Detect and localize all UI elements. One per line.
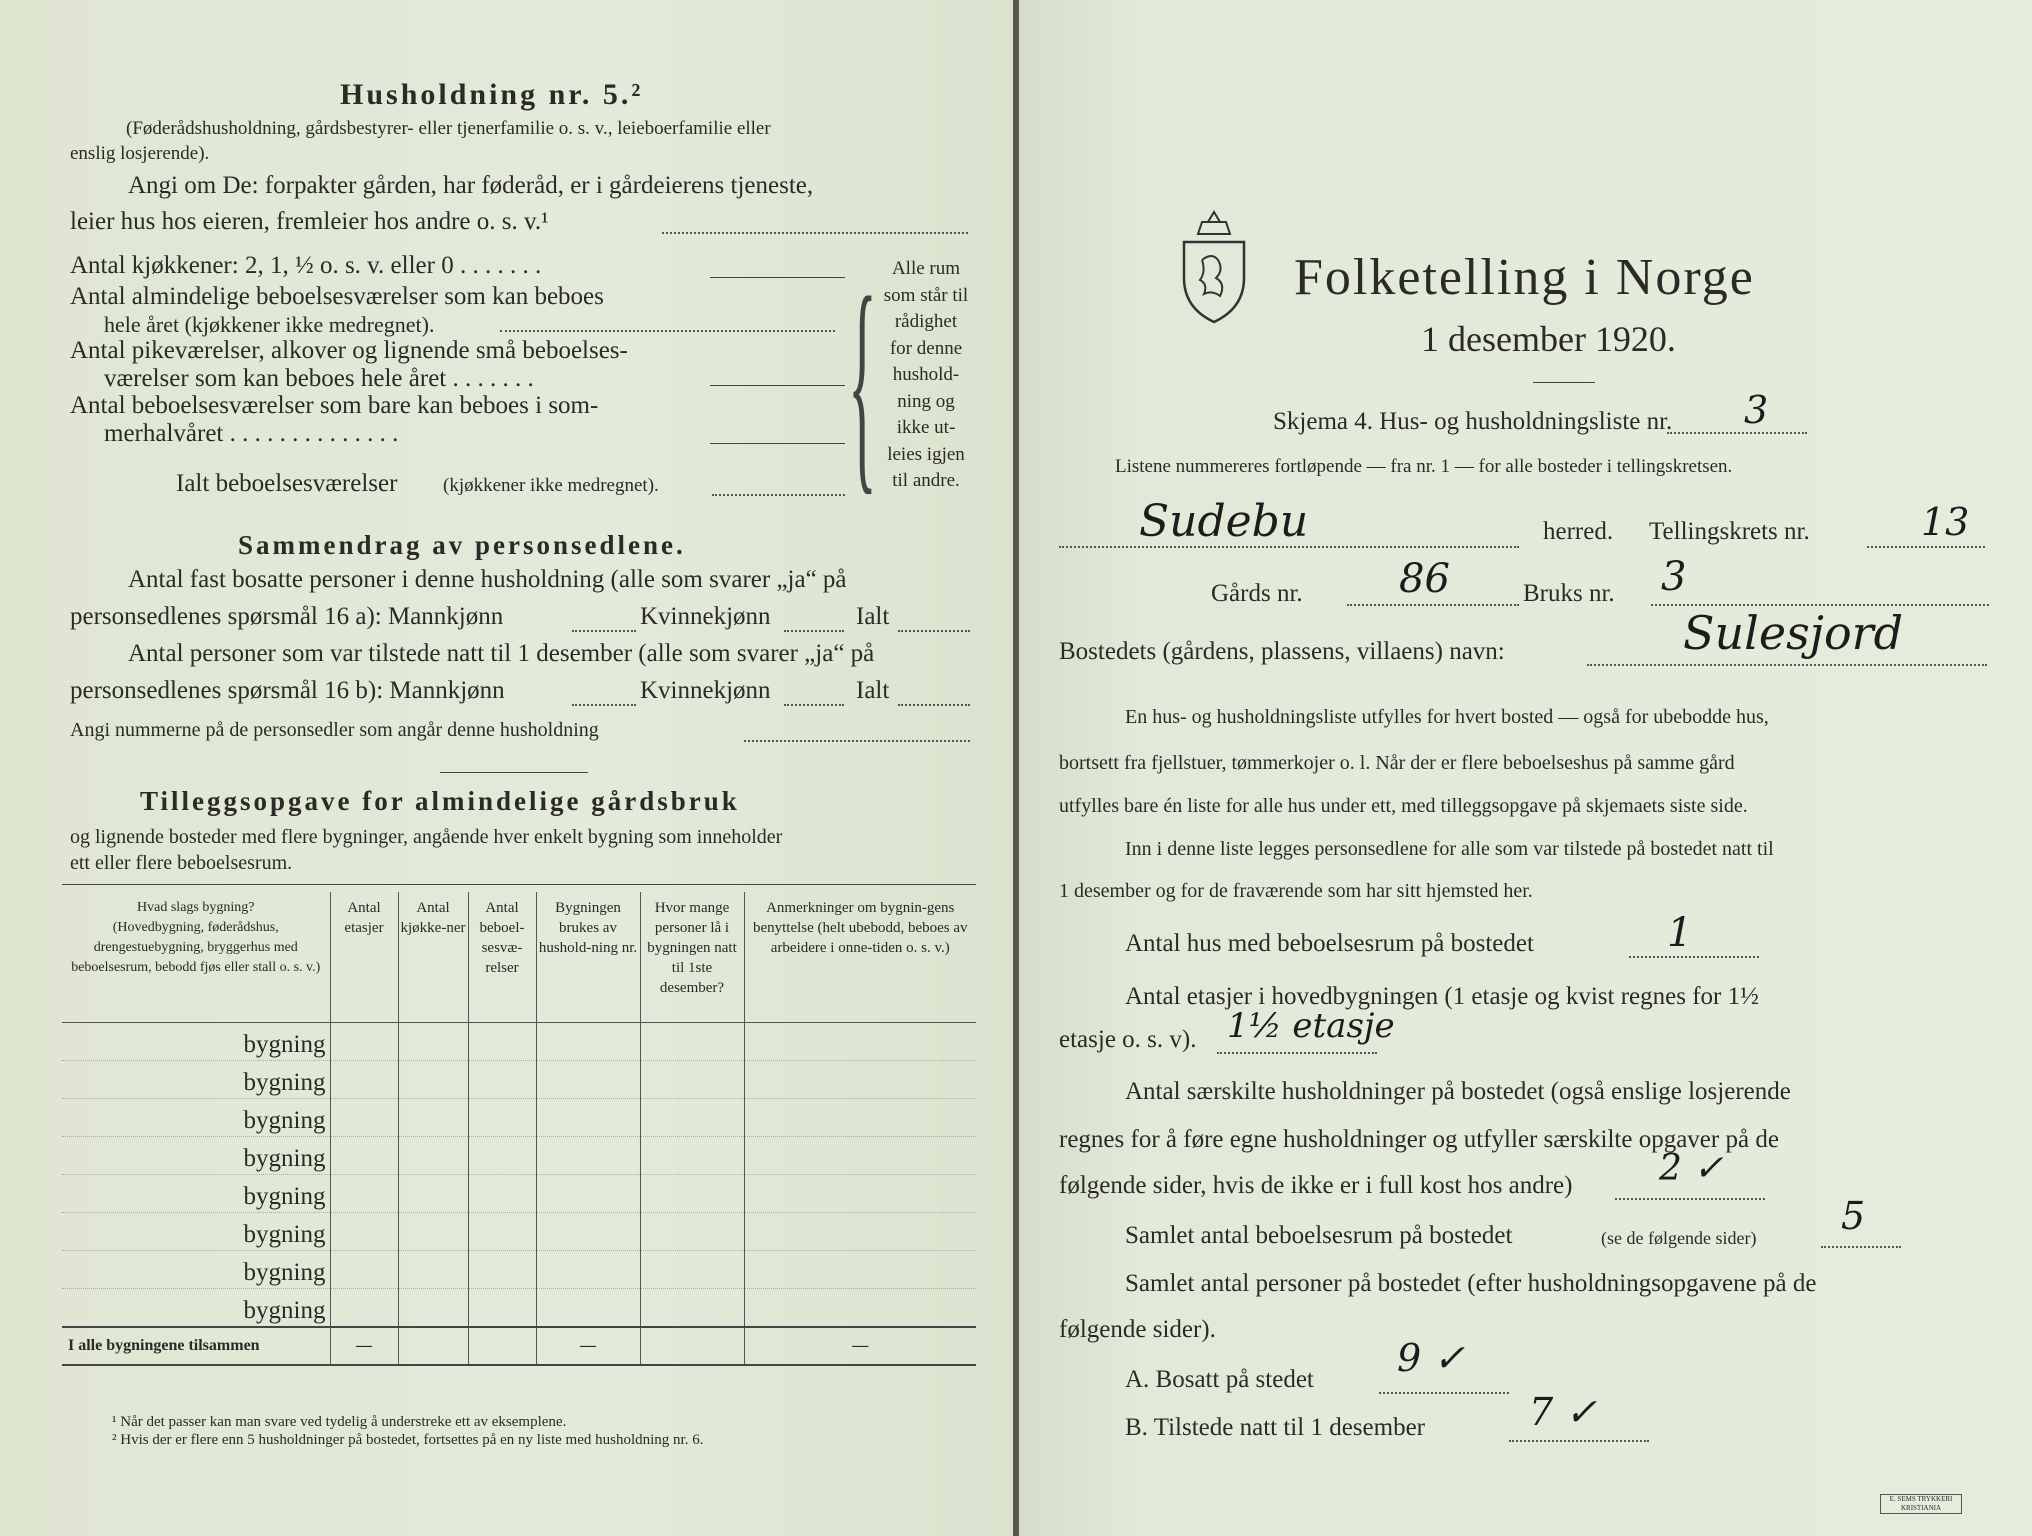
side-note-line: som står til <box>883 284 969 306</box>
a-label: A. Bosatt på stedet <box>1125 1366 1314 1393</box>
table-cell <box>640 1251 744 1289</box>
building-row-label: bygning <box>62 1099 330 1137</box>
right-page <box>1019 0 2032 1536</box>
building-row-label: bygning <box>62 1137 330 1175</box>
bosted-line <box>1587 664 1987 666</box>
col-building-type <box>62 892 330 1023</box>
table-cell <box>744 1175 976 1213</box>
summary-title: Sammendrag av personsedlene. <box>238 530 686 560</box>
buildings-table-body <box>62 1023 976 1328</box>
table-cell <box>744 1251 976 1289</box>
q-etasjer-value: 1½ etasje <box>1227 1006 1395 1046</box>
herred-value: Sudebu <box>1139 496 1309 547</box>
tillegg-text-2: ett eller flere beboelsesrum. <box>70 852 293 874</box>
herred-line <box>1059 546 1519 548</box>
intro-line-1: (Føderådshusholdning, gårdsbestyrer- eller tjenerfamilie o. s. v., leieboerfamilie eller <box>126 118 771 139</box>
table-cell <box>640 1289 744 1328</box>
instructions-1: En hus- og husholdningsliste utfylles for hvert bosted — også for ubebodde hus, <box>1125 706 1769 728</box>
present-male-line <box>572 704 636 706</box>
table-cell <box>536 1023 640 1061</box>
building-row-label: bygning <box>62 1061 330 1099</box>
table-cell <box>398 1023 468 1061</box>
table-cell <box>744 1023 976 1061</box>
ialt-note: (kjøkkener ikke medregnet). <box>443 475 659 496</box>
summary-total-line <box>898 630 970 632</box>
table-cell <box>744 1213 976 1251</box>
table-cell <box>468 1289 536 1328</box>
table-cell <box>640 1175 744 1213</box>
b-value: 7 ✓ <box>1529 1390 1598 1434</box>
table-cell <box>640 1213 744 1251</box>
angi-nummer: Angi nummerne på de personsedler som angår denne husholdning <box>70 719 599 741</box>
table-cell <box>330 1213 398 1251</box>
instructions-5: 1 desember og for de fraværende som har sitt hjemsted her. <box>1059 880 1533 902</box>
col-floors <box>330 892 398 1023</box>
total-rooms <box>468 1327 536 1365</box>
gards-label: Gårds nr. <box>1211 580 1303 607</box>
side-note-line: hushold- <box>892 364 960 385</box>
total-household: — <box>536 1327 640 1365</box>
table-cell <box>468 1023 536 1061</box>
instructions-4: Inn i denne liste legges personsedlene for alle som var tilstede på bostedet natt til <box>1125 838 1774 860</box>
table-row <box>62 1289 976 1328</box>
table-cell <box>744 1099 976 1137</box>
table-row <box>62 1175 976 1213</box>
brace-icon: { <box>848 250 877 514</box>
building-row-label: bygning <box>62 1251 330 1289</box>
q-hush-line <box>1615 1198 1765 1200</box>
building-row-label: bygning <box>62 1023 330 1061</box>
bruks-value: 3 <box>1661 554 1687 600</box>
table-row <box>62 1099 976 1137</box>
ialt-label: Ialt beboelsesværelser <box>176 470 398 497</box>
angi-answer-line <box>662 232 968 234</box>
b-label: B. Tilstede natt til 1 desember <box>1125 1414 1425 1441</box>
col-rooms <box>468 892 536 1023</box>
section-divider <box>440 772 588 773</box>
rooms-line-3: hele året (kjøkkener ikke medregnet). <box>104 312 435 337</box>
building-row-label: bygning <box>62 1213 330 1251</box>
b-line <box>1509 1440 1649 1442</box>
side-note-line: leies igjen <box>887 443 965 465</box>
q-hush-2: regnes for å føre egne husholdninger og utfyller særskilte opgaver på de <box>1059 1126 1779 1153</box>
herred-label: herred. <box>1543 518 1614 545</box>
total-remarks: — <box>744 1327 976 1365</box>
total-kitchens <box>398 1327 468 1365</box>
table-row <box>62 1213 976 1251</box>
household-title: Husholdning nr. 5.² <box>340 78 644 111</box>
side-note-line: til andre. <box>892 470 960 491</box>
table-cell <box>468 1061 536 1099</box>
summary-male-line <box>572 630 636 632</box>
q-etasjer-2: etasje o. s. v). <box>1059 1026 1197 1053</box>
q-hush-value: 2 ✓ <box>1659 1148 1724 1189</box>
table-cell <box>536 1175 640 1213</box>
col-remarks-label: Anmerkninger om bygnin-gens benyttelse (helt ubebodd, beboes av arbeidere i onne-tiden o. s. v.) <box>752 900 968 956</box>
table-total-row <box>62 1327 976 1365</box>
table-cell <box>744 1289 976 1328</box>
tellingskrets-value: 13 <box>1921 500 1970 544</box>
tellingskrets-line <box>1867 546 1985 548</box>
col-persons-label: Hvor mange personer lå i bygningen natt til 1ste desember? <box>647 900 737 996</box>
q-etasjer-line <box>1217 1052 1377 1054</box>
q-rum-value: 5 <box>1841 1194 1866 1238</box>
census-date: 1 desember 1920. <box>1421 319 1676 359</box>
total-persons <box>640 1327 744 1365</box>
summary-line-1: Antal fast bosatte personer i denne husholdning (alle som svarer „ja“ på <box>128 566 847 593</box>
col-remarks <box>744 892 976 1023</box>
bruks-label: Bruks nr. <box>1523 580 1615 607</box>
table-row <box>62 1251 976 1289</box>
left-page <box>0 0 1015 1536</box>
side-note-line: Alle rum <box>891 258 961 279</box>
q-hus-line <box>1629 956 1759 958</box>
q-rum-label: Samlet antal beboelsesrum på bostedet <box>1125 1222 1513 1249</box>
present-total-line <box>898 704 970 706</box>
q-hus-value: 1 <box>1667 910 1693 956</box>
instructions-2: bortsett fra fjellstuer, tømmerkojer o. l. Når der er flere beboelseshus på samme gård <box>1059 752 1735 774</box>
rooms-line-6: Antal beboelsesværelser som bare kan beboes i som- <box>70 392 599 419</box>
present-female-label: Kvinnekjønn <box>640 677 771 704</box>
table-row <box>62 1061 976 1099</box>
angi-nummer-line <box>744 740 970 742</box>
q-rum-line <box>1821 1246 1901 1248</box>
table-cell <box>468 1175 536 1213</box>
col-floors-label: Antal etasjer <box>344 900 384 936</box>
angi-line-1: Angi om De: forpakter gården, har føderåd, er i gårdeierens tjeneste, <box>128 172 814 199</box>
side-note-line: ikke ut- <box>896 417 956 438</box>
tillegg-text-1: og lignende bosteder med flere bygninger, angående hver enkelt bygning som inneholder <box>70 826 783 848</box>
total-floors: — <box>330 1327 398 1365</box>
table-top-rule <box>62 884 976 885</box>
skjema-value: 3 <box>1744 388 1769 432</box>
tillegg-title: Tilleggsopgave for almindelige gårdsbruk <box>140 786 740 816</box>
tellingskrets-label: Tellingskrets nr. <box>1649 518 1810 545</box>
table-cell <box>640 1137 744 1175</box>
rooms-line-4: Antal pikeværelser, alkover og lignende små beboelses- <box>70 337 628 364</box>
summary-total-label: Ialt <box>856 603 890 630</box>
rooms-dots-1 <box>500 330 835 332</box>
summary-line-3: Antal personer som var tilstede natt til 1 desember (alle som svarer „ja“ på <box>128 640 875 667</box>
side-note-line: rådighet <box>894 311 958 332</box>
q-hush-3: følgende sider, hvis de ikke er i full kost hos andre) <box>1059 1172 1573 1199</box>
col-household <box>536 892 640 1023</box>
total-label: I alle bygningene tilsammen <box>62 1327 330 1365</box>
table-cell <box>536 1251 640 1289</box>
col-persons <box>640 892 744 1023</box>
q-hush-1: Antal særskilte husholdninger på bostedet (også enslige losjerende <box>1125 1078 1791 1105</box>
skjema-label: Skjema 4. Hus- og husholdningsliste nr. <box>1273 408 1673 435</box>
table-cell <box>398 1137 468 1175</box>
intro-line-2: enslig losjerende). <box>70 143 210 164</box>
table-cell <box>398 1175 468 1213</box>
table-cell <box>398 1251 468 1289</box>
a-value: 9 ✓ <box>1397 1336 1466 1380</box>
side-note <box>876 256 976 495</box>
q-rum-note: (se de følgende sider) <box>1601 1228 1757 1248</box>
printer-stamp: E. SEMS TRYKKERI KRISTIANIA <box>1880 1494 1962 1514</box>
angi-line-2: leier hus hos eieren, fremleier hos andre o. s. v.¹ <box>70 208 549 235</box>
rooms-line-2: Antal almindelige beboelsesværelser som kan beboes <box>70 283 604 310</box>
footnote-2: ² Hvis der er flere enn 5 husholdninger på bostedet, fortsettes på en ny liste med husholdning nr. 6. <box>112 1432 704 1448</box>
table-cell <box>330 1289 398 1328</box>
kitchens-line <box>710 277 845 278</box>
q-pers-1: Samlet antal personer på bostedet (efter husholdningsopgavene på de <box>1125 1270 1817 1297</box>
table-cell <box>398 1289 468 1328</box>
a-line <box>1379 1392 1509 1394</box>
bosted-value: Sulesjord <box>1683 606 1904 660</box>
table-cell <box>468 1137 536 1175</box>
table-cell <box>536 1289 640 1328</box>
table-cell <box>330 1175 398 1213</box>
summary-female-line <box>784 630 844 632</box>
building-row-label: bygning <box>62 1175 330 1213</box>
rooms-line-b <box>710 443 845 444</box>
table-row <box>62 1137 976 1175</box>
rooms-line-5: værelser som kan beboes hele året . . . . . . . <box>104 365 534 392</box>
main-title: Folketelling i Norge <box>1294 249 1755 306</box>
table-cell <box>398 1099 468 1137</box>
instructions-3: utfylles bare én liste for alle hus under ett, med tilleggsopgave på skjemaets siste side. <box>1059 795 1748 817</box>
table-row <box>62 1023 976 1061</box>
summary-female-label: Kvinnekjønn <box>640 603 771 630</box>
table-cell <box>536 1099 640 1137</box>
summary-line-2: personsedlenes spørsmål 16 a): Mannkjønn <box>70 603 504 630</box>
coat-of-arms-icon <box>1176 206 1252 326</box>
col-building-type-label: Hvad slags bygning? (Hovedbygning, føderådshus, drengestuebygning, bryggerhus med beboelsesrum, bebodd fjøs eller stall o. s. v.) <box>71 900 321 975</box>
table-cell <box>640 1061 744 1099</box>
footnote-1: ¹ Når det passer kan man svare ved tydelig å understreke ett av eksemplene. <box>112 1414 567 1430</box>
building-row-label: bygning <box>62 1289 330 1328</box>
present-female-line <box>784 704 844 706</box>
bosted-label: Bostedets (gårdens, plassens, villaens) navn: <box>1059 638 1505 665</box>
table-cell <box>330 1251 398 1289</box>
side-note-line: for denne <box>889 337 963 359</box>
col-kitchens <box>398 892 468 1023</box>
table-cell <box>536 1213 640 1251</box>
table-cell <box>744 1137 976 1175</box>
table-cell <box>536 1137 640 1175</box>
col-household-label: Bygningen brukes av hushold-ning nr. <box>538 900 638 956</box>
col-rooms-label: Antal beboel-sesvæ-relser <box>479 900 525 976</box>
table-cell <box>398 1213 468 1251</box>
rooms-line-1: Antal kjøkkener: 2, 1, ½ o. s. v. eller 0 . . . . . . . <box>70 252 542 279</box>
table-cell <box>468 1099 536 1137</box>
present-total-label: Ialt <box>856 677 890 704</box>
summary-line-4: personsedlenes spørsmål 16 b): Mannkjønn <box>70 677 505 704</box>
gards-value: 86 <box>1399 556 1450 602</box>
q-etasjer-1: Antal etasjer i hovedbygningen (1 etasje og kvist regnes for 1½ <box>1125 983 1759 1010</box>
ialt-line <box>712 494 845 496</box>
table-cell <box>398 1061 468 1099</box>
table-cell <box>330 1061 398 1099</box>
buildings-table <box>62 892 976 1366</box>
table-cell <box>468 1213 536 1251</box>
table-cell <box>330 1099 398 1137</box>
gards-line <box>1347 604 1519 606</box>
listene-note: Listene nummereres fortløpende — fra nr. 1 — for alle bosteder i tellingskretsen. <box>1115 456 1733 477</box>
table-cell <box>640 1099 744 1137</box>
table-cell <box>330 1137 398 1175</box>
rooms-line-7: merhalvåret . . . . . . . . . . . . . . <box>104 420 399 447</box>
q-pers-2: følgende sider). <box>1059 1316 1216 1343</box>
table-cell <box>744 1061 976 1099</box>
col-kitchens-label: Antal kjøkke-ner <box>400 900 466 936</box>
skjema-line <box>1667 432 1807 434</box>
title-divider <box>1533 382 1595 383</box>
rooms-line-a <box>710 385 845 386</box>
table-cell <box>468 1251 536 1289</box>
table-cell <box>330 1023 398 1061</box>
side-note-line: ning og <box>897 390 955 412</box>
table-cell <box>536 1061 640 1099</box>
q-hus-label: Antal hus med beboelsesrum på bostedet <box>1125 930 1534 957</box>
table-cell <box>640 1023 744 1061</box>
